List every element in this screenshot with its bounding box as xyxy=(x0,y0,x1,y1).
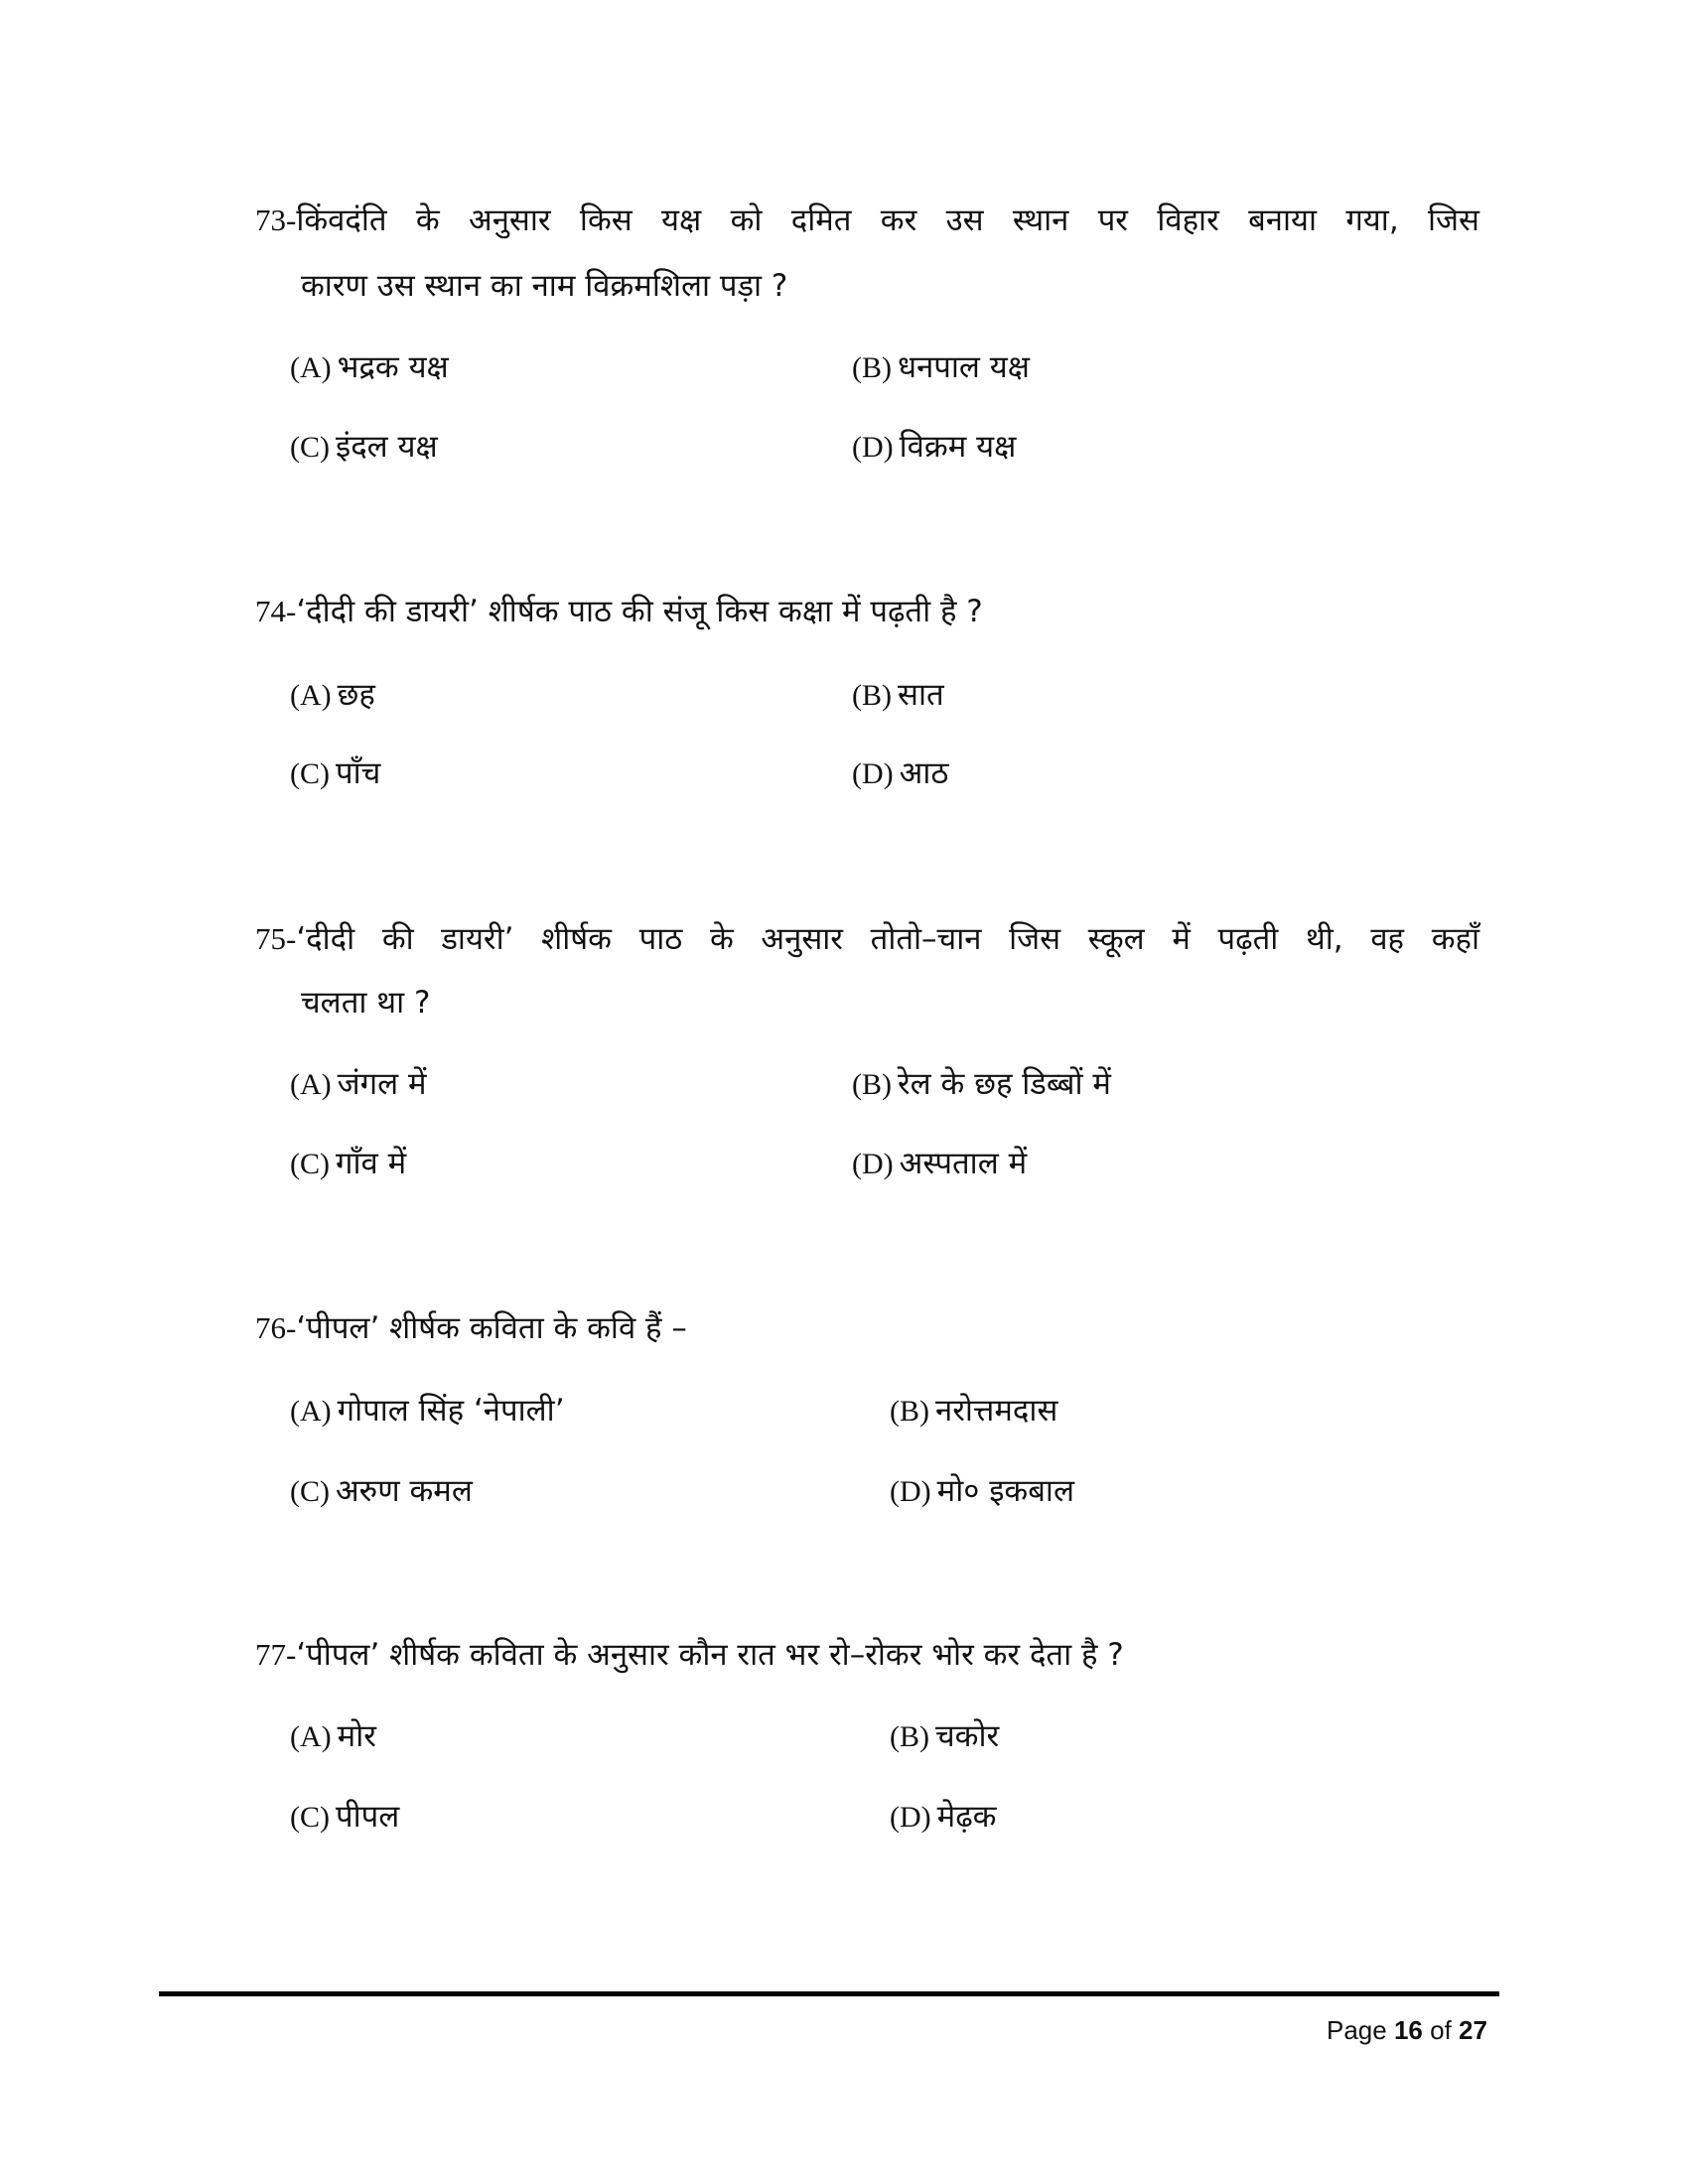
question-text: ‘पीपल’ शीर्षक कविता के अनुसार कौन रात भर रो–रोकर भोर कर देता है ? xyxy=(296,1637,1124,1673)
option-text: जंगल में xyxy=(337,1066,427,1102)
option-letter: (C) xyxy=(290,1801,330,1834)
question-75-option-b xyxy=(852,1064,1111,1105)
option-text: पीपल xyxy=(336,1799,400,1835)
option-text: चकोर xyxy=(935,1718,1000,1754)
question-74-option-b xyxy=(852,675,944,716)
option-text: धनपाल यक्ष xyxy=(898,349,1030,385)
question-73-option-b xyxy=(852,347,1030,388)
question-text: ‘दीदी की डायरी’ शीर्षक पाठ की संजू किस कक्षा में पढ़ती है ? xyxy=(296,594,983,629)
of-label: of xyxy=(1430,2015,1452,2045)
option-text: विक्रम यक्ष xyxy=(899,429,1017,465)
question-73-line1 xyxy=(255,201,1479,240)
page-label: Page xyxy=(1327,2015,1387,2045)
question-74-option-a xyxy=(290,675,375,716)
option-letter: (D) xyxy=(852,1148,894,1180)
option-text: मोर xyxy=(337,1718,376,1754)
option-text: अरुण कमल xyxy=(336,1473,473,1509)
option-letter: (B) xyxy=(852,679,892,712)
question-77-option-b xyxy=(890,1716,999,1757)
question-number: 75- xyxy=(255,921,297,956)
question-text: किंवदंति के अनुसार किस यक्ष को दमित कर उस स्थान पर विहार बनाया गया, जिस xyxy=(296,203,1479,238)
question-74-option-c xyxy=(290,753,380,794)
option-letter: (D) xyxy=(852,757,894,790)
question-75-line1 xyxy=(255,919,1479,959)
question-77-line1 xyxy=(255,1635,1124,1675)
question-76-option-d xyxy=(890,1471,1074,1512)
question-text: ‘पीपल’ शीर्षक कविता के कवि हैं – xyxy=(296,1310,687,1346)
question-77-option-d xyxy=(890,1797,996,1838)
option-letter: (B) xyxy=(890,1720,929,1753)
question-74-line1 xyxy=(255,592,983,631)
option-letter: (A) xyxy=(290,679,332,712)
question-76-option-b xyxy=(890,1391,1057,1432)
option-text: अस्पताल में xyxy=(899,1146,1028,1181)
question-73-option-a xyxy=(290,347,449,388)
option-text: नरोत्तमदास xyxy=(935,1393,1058,1429)
question-75-option-a xyxy=(290,1064,427,1105)
total-pages: 27 xyxy=(1459,2015,1487,2045)
option-letter: (A) xyxy=(290,1068,332,1101)
option-letter: (A) xyxy=(290,1720,332,1753)
question-number: 74- xyxy=(255,594,297,628)
question-75-option-c xyxy=(290,1144,406,1184)
option-letter: (D) xyxy=(852,431,894,464)
question-77-option-c xyxy=(290,1797,399,1838)
question-75-line2: चलता था ? xyxy=(301,985,431,1021)
option-letter: (D) xyxy=(890,1475,931,1508)
option-text: भद्रक यक्ष xyxy=(337,349,449,385)
question-number: 76- xyxy=(255,1310,297,1345)
question-73-line2: कारण उस स्थान का नाम विक्रमशिला पड़ा ? xyxy=(301,268,788,304)
option-letter: (D) xyxy=(890,1801,931,1834)
option-text: रेल के छह डिब्बों में xyxy=(898,1066,1111,1102)
option-text: पाँच xyxy=(336,755,381,791)
question-text: ‘दीदी की डायरी’ शीर्षक पाठ के अनुसार तोतो–चान जिस स्कूल में पढ़ती थी, वह कहाँ xyxy=(296,921,1479,957)
question-number: 73- xyxy=(255,203,297,237)
option-letter: (A) xyxy=(290,351,332,384)
option-letter: (C) xyxy=(290,1475,330,1508)
option-text: सात xyxy=(898,677,944,713)
option-text: आठ xyxy=(899,755,949,791)
option-letter: (C) xyxy=(290,757,330,790)
option-text: इंदल यक्ष xyxy=(336,429,438,465)
question-73-option-c xyxy=(290,427,438,468)
question-76-option-c xyxy=(290,1471,473,1512)
option-letter: (C) xyxy=(290,431,330,464)
question-73-option-d xyxy=(852,427,1016,468)
question-76-line1 xyxy=(255,1308,687,1348)
option-text: मो० इकबाल xyxy=(936,1473,1074,1509)
option-letter: (B) xyxy=(852,351,892,384)
option-letter: (A) xyxy=(290,1395,332,1428)
footer-divider xyxy=(159,1991,1499,1996)
question-74-option-d xyxy=(852,753,948,794)
question-76-option-a xyxy=(290,1391,565,1432)
option-text: छह xyxy=(337,677,375,713)
question-number: 77- xyxy=(255,1637,297,1672)
option-letter: (C) xyxy=(290,1148,330,1180)
option-letter: (B) xyxy=(890,1395,929,1428)
question-75-option-d xyxy=(852,1144,1027,1184)
option-letter: (B) xyxy=(852,1068,892,1101)
question-77-option-a xyxy=(290,1716,376,1757)
option-text: गोपाल सिंह ‘नेपाली’ xyxy=(337,1393,565,1429)
option-text: गाँव में xyxy=(336,1146,407,1181)
option-text: मेढ़क xyxy=(936,1799,997,1835)
page-number xyxy=(1327,2015,1487,2046)
current-page: 16 xyxy=(1393,2015,1423,2045)
